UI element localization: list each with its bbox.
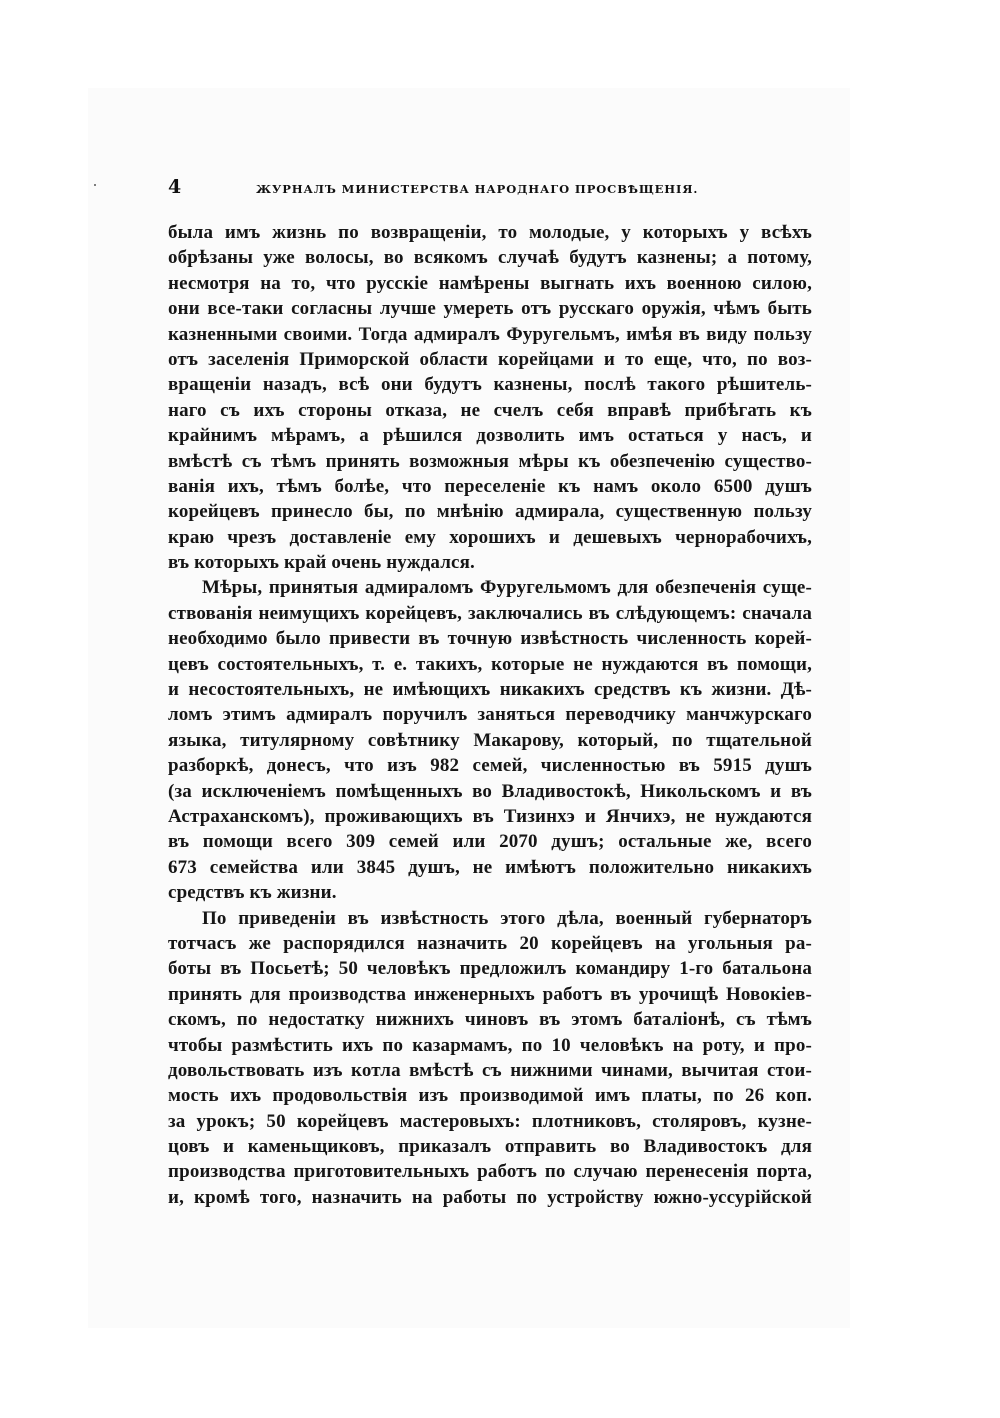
paragraph-first-line: Мѣры, принятыя адмираломъ Фуругельмомъ для обезпеченія суще- <box>202 577 812 599</box>
text-line: разборкѣ, донесъ, что изъ 982 семей, численностью въ 5915 душъ <box>168 755 812 777</box>
text-line: и, кромѣ того, назначить на работы по устройству южно-уссурійской <box>168 1186 812 1208</box>
scan-speck <box>94 184 96 186</box>
text-line: ванія ихъ, тѣмъ болѣе, что переселеніе къ намъ около 6500 душъ <box>168 475 812 497</box>
running-head: ЖУРНАЛЪ МИНИСТЕРСТВА НАРОДНАГО ПРОСВѢЩЕНІЯ. <box>256 182 699 196</box>
text-line: чтобы размѣстить ихъ по казармамъ, по 10 человѣкъ на роту, и про- <box>168 1034 812 1056</box>
text-line: они все-таки согласны лучше умереть отъ русскаго оружія, чѣмъ быть <box>168 298 812 320</box>
text-line: тотчасъ же распорядился назначить 20 корейцевъ на угольныя ра- <box>168 932 812 954</box>
text-line: за урокъ; 50 корейцевъ мастеровыхъ: плотниковъ, столяровъ, кузне- <box>168 1110 812 1132</box>
text-line: необходимо было привести въ точную извѣстность численность корей- <box>168 628 812 650</box>
text-line: обрѣзаны уже волосы, во всякомъ случаѣ будутъ казнены; а потому, <box>168 247 812 269</box>
text-line: скомъ, по недостатку нижнихъ чиновъ въ этомъ баталіонѣ, съ тѣмъ <box>168 1009 812 1031</box>
page-header <box>168 176 812 206</box>
text-line: (за исключеніемъ помѣщенныхъ во Владивостокѣ, Никольскомъ и въ <box>168 780 812 802</box>
text-line: наго съ ихъ стороны отказа, не счелъ себя вправѣ прибѣгать къ <box>168 399 812 421</box>
text-line: вмѣстѣ съ тѣмъ принять возможныя мѣры къ обезпеченію существо- <box>168 450 812 472</box>
text-line: крайнимъ мѣрамъ, а рѣшился дозволить имъ остаться у насъ, и <box>168 425 812 447</box>
text-line: корейцевъ принесло бы, по мнѣнію адмирала, существенную пользу <box>168 501 812 523</box>
text-line: въ помощи всего 309 семей или 2070 душъ; остальные же, всего <box>168 831 812 853</box>
text-line: казненными своими. Тогда адмиралъ Фуругельмъ, имѣя въ виду пользу <box>168 323 812 345</box>
text-line: Астраханскомъ), проживающихъ въ Тизинхэ и Янчихэ, не нуждаются <box>168 805 812 827</box>
text-line: цевъ состоятельныхъ, т. е. такихъ, которые не нуждаются въ помощи, <box>168 653 812 675</box>
text-line: 673 семейства или 3845 душъ, не имѣютъ положительно никакихъ <box>168 856 812 878</box>
text-line: языка, титулярному совѣтнику Макарову, который, по тщательной <box>168 729 812 751</box>
text-line: была имъ жизнь по возвращеніи, то молодые, у которыхъ у всѣхъ <box>168 222 812 243</box>
text-line: цовъ и каменьщиковъ, приказалъ отправить во Владивостокъ для <box>168 1136 812 1158</box>
text-line: боты въ Посьетѣ; 50 человѣкъ предложилъ командиру 1-го батальона <box>168 958 812 980</box>
text-line: вращеніи назадъ, всѣ они будутъ казнены, послѣ такого рѣшитель- <box>168 374 812 396</box>
text-line: ствованія неимущихъ корейцевъ, заключались въ слѣдующемъ: сначала <box>168 602 812 624</box>
text-line: принять для производства инженерныхъ работъ въ урочищѣ Новокіев- <box>168 983 812 1005</box>
page-number: 4 <box>168 176 182 198</box>
paragraph-end-line: средствъ къ жизни. <box>168 882 337 904</box>
text-line: несмотря на то, что русскіе намѣрены выгнать ихъ военною силою, <box>168 272 812 294</box>
text-line: ломъ этимъ адмиралъ поручилъ заняться переводчику манчжурскаго <box>168 704 812 726</box>
text-line: производства приготовительныхъ работъ по случаю перенесенія порта, <box>168 1161 812 1183</box>
paragraph-end-line: въ которыхъ край очень нуждался. <box>168 552 475 574</box>
paragraph-first-line: По приведеніи въ извѣстность этого дѣла, военный губернаторъ <box>202 907 812 929</box>
text-line: краю чрезъ доставленіе ему хорошихъ и дешевыхъ чернорабочихъ, <box>168 526 812 548</box>
body-text <box>168 220 812 1210</box>
text-line: отъ заселенія Приморской области корейцами и то еще, что, по воз- <box>168 348 812 370</box>
text-line: довольствовать изъ котла вмѣстѣ съ нижними чинами, вычитая стои- <box>168 1059 812 1081</box>
text-line: мость ихъ продовольствія изъ производимой имъ платы, по 26 коп. <box>168 1085 812 1107</box>
text-line: и несостоятельныхъ, не имѣющихъ никакихъ средствъ къ жизни. Дѣ- <box>168 679 812 701</box>
